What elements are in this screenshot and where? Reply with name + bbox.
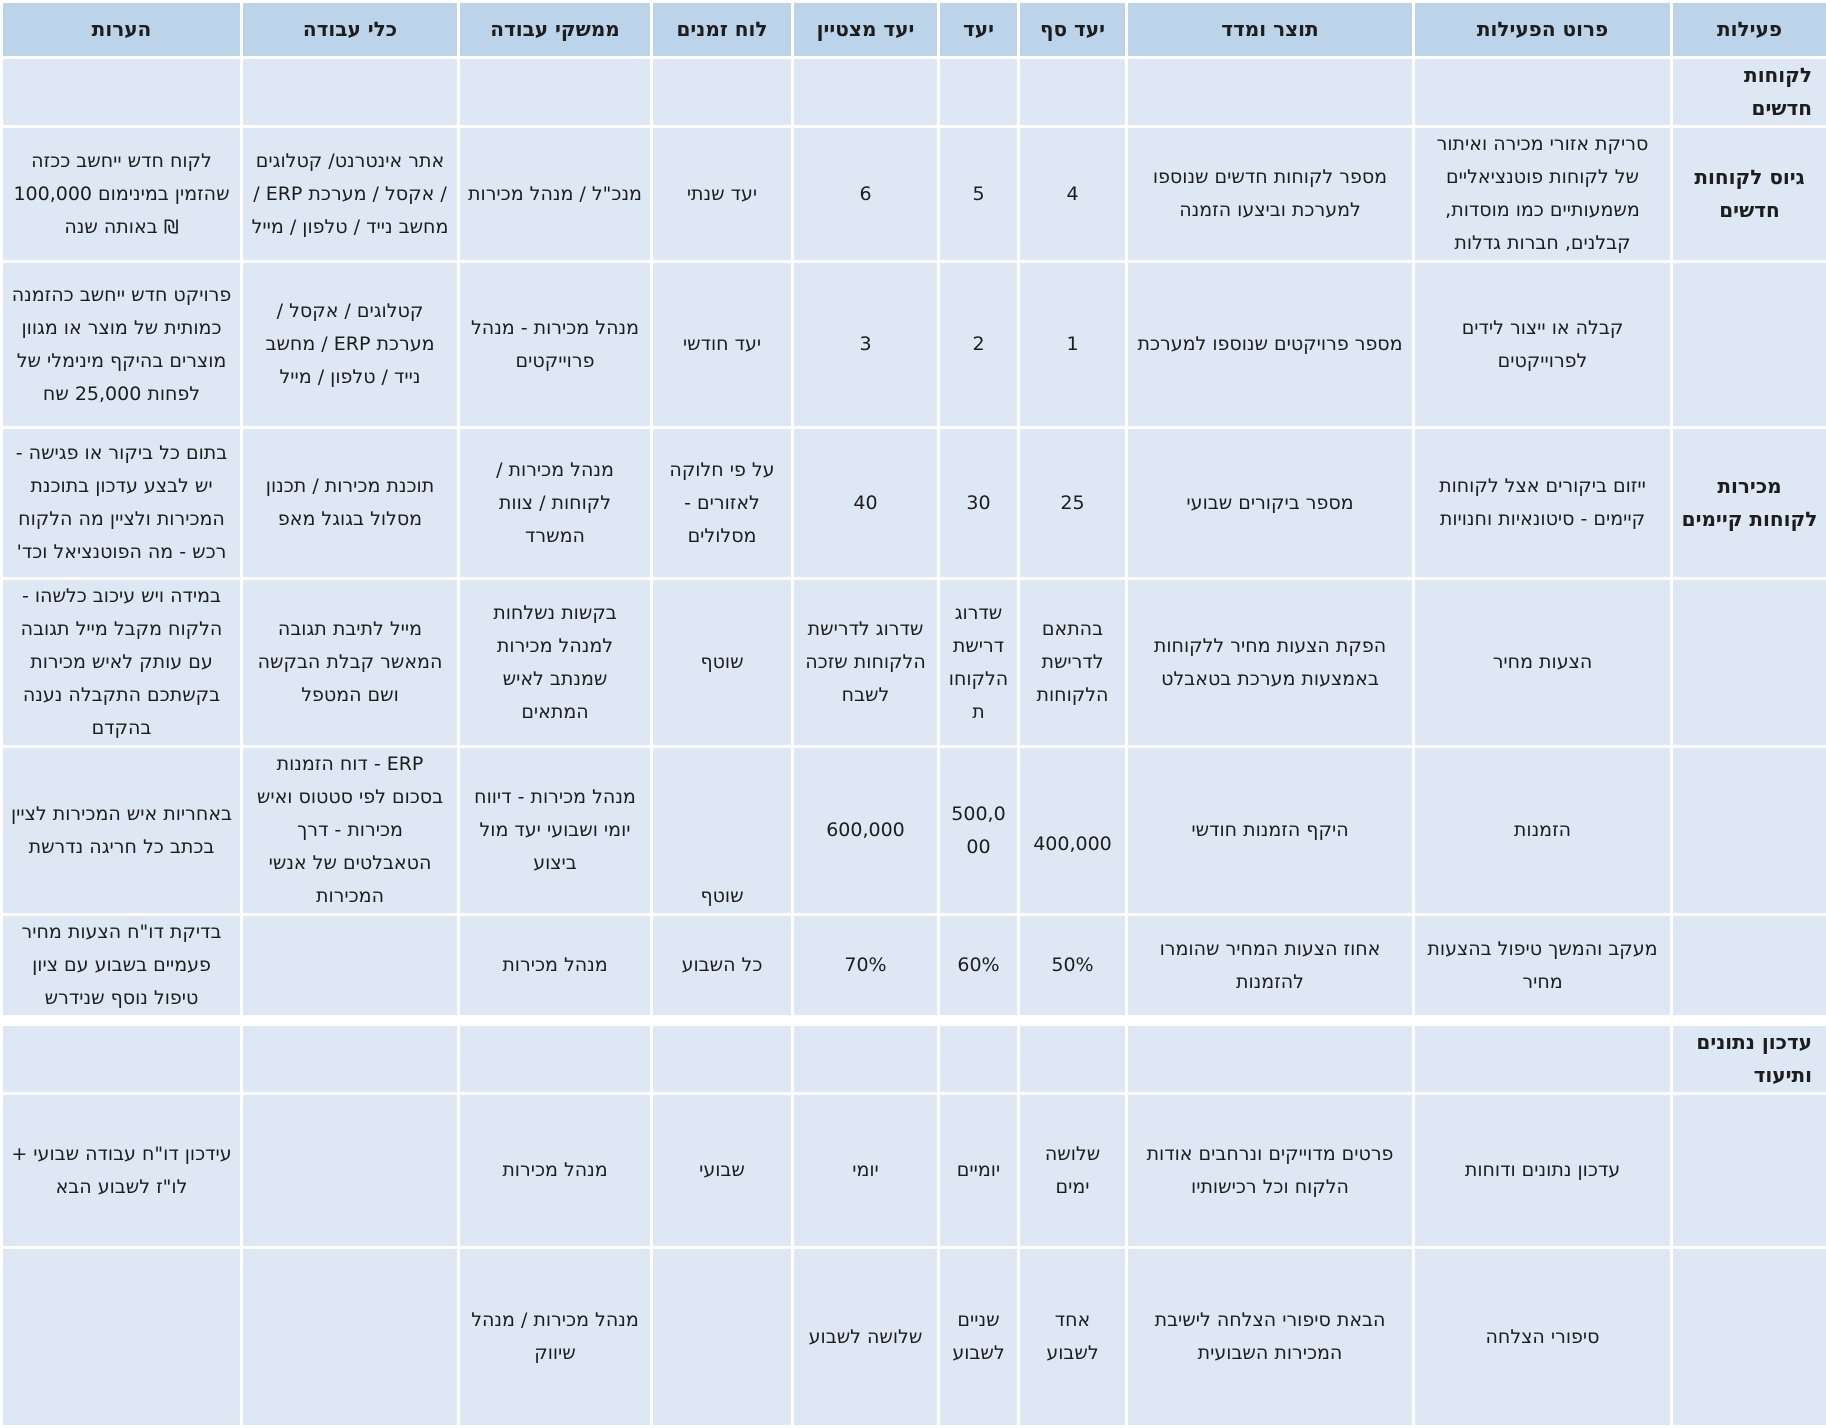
empty-cell	[1128, 1026, 1412, 1092]
table-row	[3, 263, 1826, 426]
schedule-cell: שוטף	[653, 580, 791, 745]
notes-cell: לקוח חדש ייחשב ככזה שהזמין במינימום 100,000 ₪ באותה שנה	[3, 128, 240, 260]
schedule-cell: שבועי	[653, 1095, 791, 1246]
tools-cell: קטלוגים / אקסל / מערכת ERP / מחשב נייד / טלפון / מייל	[243, 263, 457, 426]
notes-cell: בתום כל ביקור או פגישה - יש לבצע עדכון בתוכנת המכירות ולציין מה הלקוח רכש - מה הפוטנציאל וכד'	[3, 429, 240, 577]
target-cell: 2	[940, 263, 1017, 426]
table-row	[3, 916, 1826, 1015]
threshold-cell: 25	[1020, 429, 1125, 577]
threshold-cell: 4	[1020, 128, 1125, 260]
empty-cell	[1415, 59, 1670, 125]
table-row	[3, 748, 1826, 913]
notes-cell: באחריות איש המכירות לציין בכתב כל חריגה נדרשת	[3, 748, 240, 913]
tools-cell: ERP - דוח הזמנות בסכום לפי סטטוס ואיש מכירות - דרך הטאבלטים של אנשי המכירות	[243, 748, 457, 913]
header-detail: פרוט הפעילות	[1415, 3, 1670, 56]
detail-cell: הצעות מחיר	[1415, 580, 1670, 745]
tools-cell: אתר אינטרנט/ קטלוגים / אקסל / מערכת ERP / מחשב נייד / טלפון / מייל	[243, 128, 457, 260]
section-title-data-update: עדכון נתונים ותיעוד	[1673, 1026, 1826, 1092]
interfaces-cell: מנהל מכירות / לקוחות / צוות המשרד	[460, 429, 650, 577]
table-row	[3, 429, 1826, 577]
schedule-cell: יעד שנתי	[653, 128, 791, 260]
detail-cell: מעקב והמשך טיפול בהצעות מחיר	[1415, 916, 1670, 1015]
threshold-cell: 400,000	[1020, 748, 1125, 913]
interfaces-cell: מנכ"ל / מנהל מכירות	[460, 128, 650, 260]
activity-cell	[1673, 916, 1826, 1015]
empty-cell	[1415, 1026, 1670, 1092]
detail-cell: סריקת אזורי מכירה ואיתור של לקוחות פוטנציאליים משמעותיים כמו מוסדות, קבלנים, חברות גדלות	[1415, 128, 1670, 260]
excellence-cell: 40	[794, 429, 937, 577]
empty-cell	[460, 1026, 650, 1092]
empty-cell	[243, 1026, 457, 1092]
schedule-cell: על פי חלוקה לאזורים - מסלולים	[653, 429, 791, 577]
target-cell: 30	[940, 429, 1017, 577]
header-output: תוצר ומדד	[1128, 3, 1412, 56]
header-threshold: יעד סף	[1020, 3, 1125, 56]
output-cell: מספר פרויקטים שנוספו למערכת	[1128, 263, 1412, 426]
target-cell: 500,000	[940, 748, 1017, 913]
target-cell: שניים לשבוע	[940, 1249, 1017, 1425]
activity-cell	[1673, 748, 1826, 913]
schedule-cell	[653, 1249, 791, 1425]
output-cell: הבאת סיפורי הצלחה לישיבת המכירות השבועית	[1128, 1249, 1412, 1425]
header-excellence: יעד מצטיין	[794, 3, 937, 56]
threshold-cell: אחד לשבוע	[1020, 1249, 1125, 1425]
detail-cell: סיפורי הצלחה	[1415, 1249, 1670, 1425]
section-title-new-clients: לקוחות חדשים	[1673, 59, 1826, 125]
table-row	[3, 128, 1826, 260]
excellence-cell: 6	[794, 128, 937, 260]
empty-cell	[1020, 59, 1125, 125]
interfaces-cell: בקשות נשלחות למנהל מכירות שמנתב לאיש המתאים	[460, 580, 650, 745]
schedule-cell: כל השבוע	[653, 916, 791, 1015]
schedule-cell: יעד חודשי	[653, 263, 791, 426]
tools-cell: מייל לתיבת תגובה המאשר קבלת הבקשה ושם המטפל	[243, 580, 457, 745]
empty-cell	[1020, 1026, 1125, 1092]
interfaces-cell: מנהל מכירות	[460, 916, 650, 1015]
empty-cell	[794, 1026, 937, 1092]
output-cell: היקף הזמנות חודשי	[1128, 748, 1412, 913]
activity-cell	[1673, 263, 1826, 426]
interfaces-cell: מנהל מכירות	[460, 1095, 650, 1246]
excellence-cell: 3	[794, 263, 937, 426]
interfaces-cell: מנהל מכירות / מנהל שיווק	[460, 1249, 650, 1425]
detail-cell: קבלה או ייצור לידים לפרוייקטים	[1415, 263, 1670, 426]
header-row	[3, 3, 1826, 56]
detail-cell: הזמנות	[1415, 748, 1670, 913]
detail-cell: עדכון נתונים ודוחות	[1415, 1095, 1670, 1246]
threshold-cell: 1	[1020, 263, 1125, 426]
activity-cell: גיוס לקוחות חדשים	[1673, 128, 1826, 260]
interfaces-cell: מנהל מכירות - דיווח יומי ושבועי יעד מול ביצוע	[460, 748, 650, 913]
header-interfaces: ממשקי עבודה	[460, 3, 650, 56]
excellence-cell: יומי	[794, 1095, 937, 1246]
tools-cell	[243, 916, 457, 1015]
header-notes: הערות	[3, 3, 240, 56]
header-activities: פעילות	[1673, 3, 1826, 56]
divider-cell	[3, 1018, 1826, 1023]
output-cell: אחוז הצעות המחיר שהומרו להזמנות	[1128, 916, 1412, 1015]
target-cell: 60%	[940, 916, 1017, 1015]
excellence-cell: שדרוג לדרישת הלקוחות שזכה לשבח	[794, 580, 937, 745]
target-cell: 5	[940, 128, 1017, 260]
output-cell: הפקת הצעות מחיר ללקוחות באמצעות מערכת בטאבלט	[1128, 580, 1412, 745]
empty-cell	[940, 1026, 1017, 1092]
notes-cell: במידה ויש עיכוב כלשהו - הלקוח מקבל מייל תגובה עם עותק לאיש מכירות בקשתכם התקבלה נענה בהקדם	[3, 580, 240, 745]
notes-cell	[3, 1249, 240, 1425]
threshold-cell: 50%	[1020, 916, 1125, 1015]
empty-cell	[3, 1026, 240, 1092]
section-divider	[3, 1018, 1826, 1023]
interfaces-cell: מנהל מכירות - מנהל פרוייקטים	[460, 263, 650, 426]
output-cell: מספר ביקורים שבועי	[1128, 429, 1412, 577]
target-cell: יומיים	[940, 1095, 1017, 1246]
empty-cell	[3, 59, 240, 125]
empty-cell	[794, 59, 937, 125]
empty-cell	[653, 59, 791, 125]
excellence-cell: 600,000	[794, 748, 937, 913]
header-schedule: לוח זמנים	[653, 3, 791, 56]
output-cell: מספר לקוחות חדשים שנוספו למערכת וביצעו הזמנה	[1128, 128, 1412, 260]
activity-cell	[1673, 1249, 1826, 1425]
header-tools: כלי עבודה	[243, 3, 457, 56]
threshold-cell: שלושה ימים	[1020, 1095, 1125, 1246]
excellence-cell: 70%	[794, 916, 937, 1015]
target-cell: שדרוג דרישת הלקוחות	[940, 580, 1017, 745]
activity-cell	[1673, 580, 1826, 745]
detail-cell: ייזום ביקורים אצל לקוחות קיימים - סיטונאיות וחנויות	[1415, 429, 1670, 577]
notes-cell: בדיקת דו"ח הצעות מחיר פעמיים בשבוע עם ציון טיפול נוסף שנידרש	[3, 916, 240, 1015]
tools-cell: תוכנת מכירות / תכנון מסלול בגוגל מאפ	[243, 429, 457, 577]
empty-cell	[460, 59, 650, 125]
threshold-cell: בהתאם לדרישת הלקוחות	[1020, 580, 1125, 745]
activity-cell	[1673, 1095, 1826, 1246]
tools-cell	[243, 1249, 457, 1425]
notes-cell: עידכון דו"ח עבודה שבועי + לו"ז לשבוע הבא	[3, 1095, 240, 1246]
empty-cell	[243, 59, 457, 125]
table-row	[3, 1249, 1826, 1425]
notes-cell: פרויקט חדש ייחשב כהזמנה כמותית של מוצר או מגוון מוצרים בהיקף מינימלי של לפחות 25,000 שח	[3, 263, 240, 426]
schedule-cell: שוטף	[653, 748, 791, 913]
empty-cell	[1128, 59, 1412, 125]
header-target: יעד	[940, 3, 1017, 56]
tools-cell	[243, 1095, 457, 1246]
table-row	[3, 580, 1826, 745]
empty-cell	[940, 59, 1017, 125]
section-row-data-update	[3, 1026, 1826, 1092]
activity-cell: מכירות לקוחות קיימים	[1673, 429, 1826, 577]
excellence-cell: שלושה לשבוע	[794, 1249, 937, 1425]
section-row-new-clients	[3, 59, 1826, 125]
empty-cell	[653, 1026, 791, 1092]
table-row	[3, 1095, 1826, 1246]
output-cell: פרטים מדוייקים ונרחבים אודות הלקוח וכל רכישותיו	[1128, 1095, 1412, 1246]
